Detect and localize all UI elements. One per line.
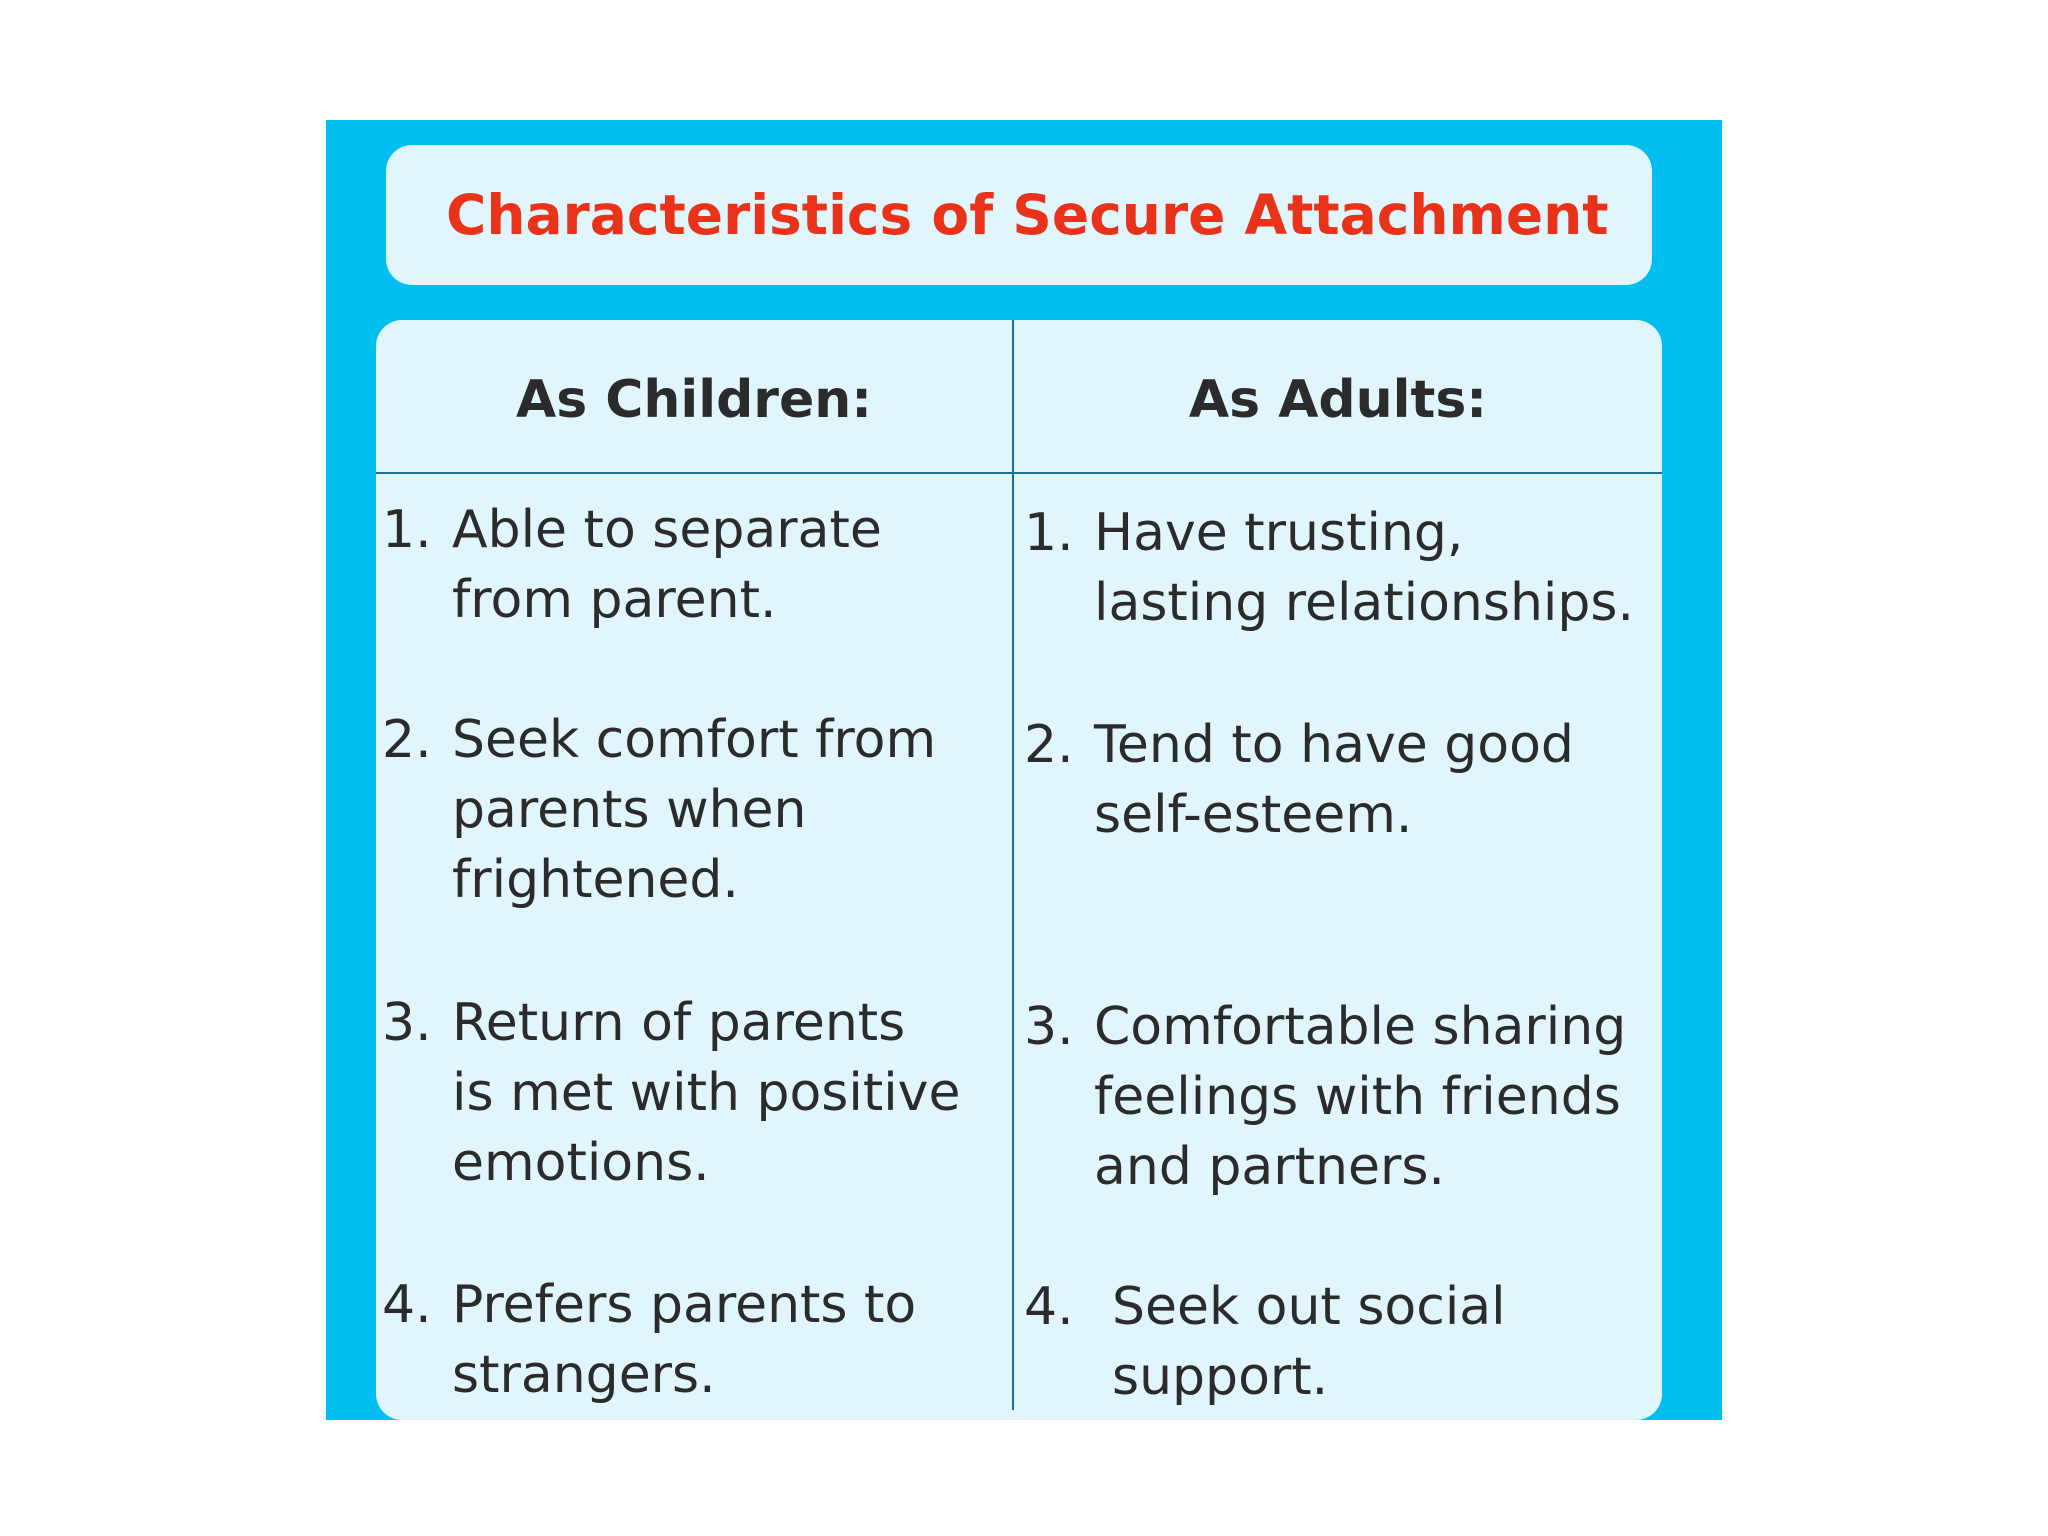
comparison-table <box>376 320 1662 1420</box>
item-text: Comfortable sharing feelings with friends and partners. <box>1094 997 1627 1197</box>
diagram-frame <box>326 120 1722 1420</box>
item-number: 2. <box>1024 715 1074 775</box>
item-number: 3. <box>382 993 432 1053</box>
item-text: Seek out social support. <box>1112 1277 1506 1407</box>
item-text: Tend to have good self-esteem. <box>1094 715 1574 845</box>
adults-item-3 <box>1024 992 1626 1202</box>
children-column-header: As Children: <box>515 370 873 430</box>
item-number: 4. <box>1024 1277 1074 1337</box>
header-divider <box>376 472 1662 474</box>
adults-item-2 <box>1024 710 1574 850</box>
title-banner <box>386 145 1652 285</box>
item-number: 1. <box>382 500 432 560</box>
item-text: Able to separate from parent. <box>452 500 882 630</box>
column-divider <box>1012 320 1014 1410</box>
item-text: Seek comfort from parents when frightened. <box>452 710 937 910</box>
diagram-title: Characteristics of Secure Attachment <box>446 183 1609 247</box>
children-item-3 <box>382 988 960 1198</box>
adults-item-1 <box>1024 498 1634 638</box>
item-number: 4. <box>382 1275 432 1335</box>
item-text: Return of parents is met with positive emotions. <box>452 993 961 1193</box>
adults-column-header: As Adults: <box>1188 370 1488 430</box>
item-number: 3. <box>1024 997 1074 1057</box>
item-text: Have trusting, lasting relationships. <box>1094 503 1635 633</box>
children-item-2 <box>382 705 936 915</box>
item-number: 1. <box>1024 503 1074 563</box>
item-text: Prefers parents to strangers. <box>452 1275 917 1405</box>
children-item-4 <box>382 1270 916 1410</box>
item-number: 2. <box>382 710 432 770</box>
adults-item-4 <box>1024 1272 1506 1412</box>
children-item-1 <box>382 495 882 635</box>
